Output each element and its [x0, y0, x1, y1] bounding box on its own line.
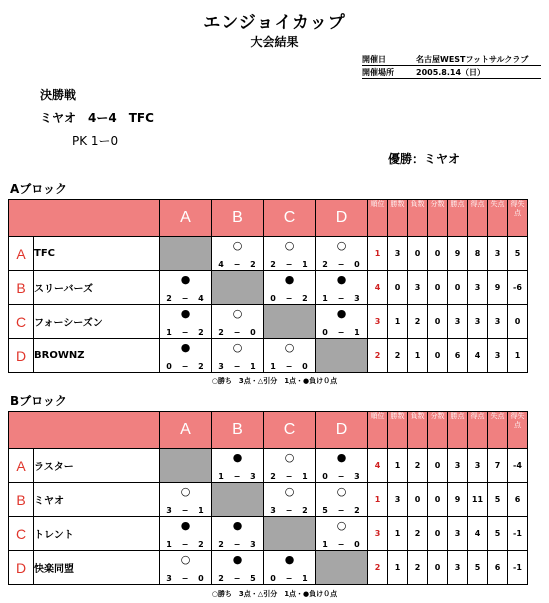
final-pk: PK 1ー0 [72, 134, 119, 148]
block-a-title: Aブロック [10, 182, 68, 196]
win-mark-icon: ○ [180, 553, 191, 566]
self-match-cell [160, 237, 212, 271]
stat-value: 0 [428, 271, 448, 305]
win-mark-icon: ○ [336, 519, 347, 532]
rank-value: 2 [368, 339, 388, 373]
match-cell [160, 551, 212, 585]
block-a-table [8, 199, 528, 373]
stat-value: 1 [408, 339, 428, 373]
match-cell [316, 483, 368, 517]
stat-value: 6 [448, 339, 468, 373]
rank-value: 1 [368, 483, 388, 517]
loss-mark-icon: ● [232, 451, 243, 464]
team-name: ラスター [34, 449, 160, 483]
final-score: ミヤオ 4ー4 TFC [40, 111, 154, 125]
match-cell [316, 271, 368, 305]
match-cell [160, 305, 212, 339]
team-name: ミヤオ [34, 483, 160, 517]
block-b-table [8, 411, 528, 585]
rank-value: 1 [368, 237, 388, 271]
rank-value: 3 [368, 517, 388, 551]
self-match-cell [264, 517, 316, 551]
stat-value: 7 [488, 449, 508, 483]
stat-header: 得点 [468, 200, 488, 237]
column-letter-header: B [212, 412, 264, 449]
page-title: エンジョイカップ [203, 13, 346, 33]
match-score: 1 − 2 [166, 540, 205, 549]
header-row [9, 200, 528, 237]
stat-header: 順位 [368, 200, 388, 237]
stat-header: 分数 [428, 412, 448, 449]
team-name: トレント [34, 517, 160, 551]
stat-value: 0 [428, 517, 448, 551]
stat-value: 3 [448, 551, 468, 585]
stat-header: 勝点 [448, 412, 468, 449]
row-letter: B [9, 483, 34, 517]
match-cell [212, 339, 264, 373]
team-row [9, 339, 528, 373]
stat-value: 3 [488, 237, 508, 271]
match-cell [160, 483, 212, 517]
team-row [9, 483, 528, 517]
stat-value: -1 [508, 517, 528, 551]
stat-value: 5 [488, 517, 508, 551]
stat-value: -4 [508, 449, 528, 483]
loss-mark-icon: ● [284, 273, 295, 286]
team-row [9, 271, 528, 305]
stat-value: 1 [388, 449, 408, 483]
page-subtitle: 大会結果 [250, 35, 299, 49]
row-letter: C [9, 305, 34, 339]
match-cell [160, 517, 212, 551]
match-score: 2 − 5 [218, 574, 257, 583]
stat-value: 0 [388, 271, 408, 305]
match-cell [212, 551, 264, 585]
match-score: 3 − 1 [218, 362, 257, 371]
stat-value: 9 [448, 483, 468, 517]
match-score: 2 − 0 [322, 260, 361, 269]
stat-value: 5 [468, 551, 488, 585]
match-score: 3 − 1 [166, 506, 205, 515]
team-row [9, 449, 528, 483]
match-score: 2 − 4 [166, 294, 205, 303]
match-cell [212, 237, 264, 271]
stat-value: -6 [508, 271, 528, 305]
stat-value: -1 [508, 551, 528, 585]
stat-value: 0 [428, 237, 448, 271]
self-match-cell [212, 271, 264, 305]
info-value: 名古屋WESTフットサルクラブ [412, 54, 541, 66]
stat-value: 9 [448, 237, 468, 271]
loss-mark-icon: ● [180, 341, 191, 354]
match-score: 1 − 3 [322, 294, 361, 303]
rank-value: 4 [368, 271, 388, 305]
column-letter-header: A [160, 412, 212, 449]
team-name: フォーシーズン [34, 305, 160, 339]
info-row-date [362, 54, 541, 66]
stat-value: 0 [428, 305, 448, 339]
stat-value: 1 [388, 305, 408, 339]
self-match-cell [264, 305, 316, 339]
win-mark-icon: ○ [336, 239, 347, 252]
match-cell [264, 551, 316, 585]
match-cell [264, 237, 316, 271]
stat-value: 0 [408, 237, 428, 271]
winner-text: 優勝：ミヤオ [388, 152, 461, 166]
match-cell [212, 517, 264, 551]
stat-header: 順位 [368, 412, 388, 449]
stat-value: 1 [388, 551, 408, 585]
match-cell [264, 271, 316, 305]
final-heading: 決勝戦 [40, 88, 77, 102]
stat-header: 負数 [408, 412, 428, 449]
match-score: 5 − 2 [322, 506, 361, 515]
stat-value: 1 [508, 339, 528, 373]
match-score: 2 − 0 [218, 328, 257, 337]
column-letter-header: D [316, 412, 368, 449]
column-letter-header: B [212, 200, 264, 237]
match-score: 2 − 1 [270, 260, 309, 269]
stat-value: 2 [388, 339, 408, 373]
stat-value: 0 [448, 271, 468, 305]
match-score: 3 − 2 [270, 506, 309, 515]
match-score: 0 − 3 [322, 472, 361, 481]
win-mark-icon: ○ [284, 485, 295, 498]
stat-value: 6 [488, 551, 508, 585]
block-b-title: Bブロック [10, 394, 67, 408]
info-row-venue [362, 67, 541, 79]
stat-value: 2 [408, 449, 428, 483]
stat-value: 9 [488, 271, 508, 305]
row-letter: C [9, 517, 34, 551]
stat-value: 5 [488, 483, 508, 517]
win-mark-icon: ○ [232, 307, 243, 320]
match-cell [316, 449, 368, 483]
stat-value: 4 [468, 517, 488, 551]
stat-value: 3 [468, 305, 488, 339]
match-cell [264, 483, 316, 517]
match-score: 1 − 3 [218, 472, 257, 481]
loss-mark-icon: ● [336, 451, 347, 464]
stat-header: 分数 [428, 200, 448, 237]
stat-value: 0 [408, 483, 428, 517]
stat-value: 5 [508, 237, 528, 271]
win-mark-icon: ○ [232, 341, 243, 354]
row-letter: B [9, 271, 34, 305]
loss-mark-icon: ● [336, 307, 347, 320]
stat-header: 失点 [488, 200, 508, 237]
stat-value: 2 [408, 517, 428, 551]
column-letter-header: C [264, 200, 316, 237]
row-letter: D [9, 551, 34, 585]
info-label: 開催日 [362, 54, 412, 66]
column-letter-header: D [316, 200, 368, 237]
stat-value: 2 [408, 551, 428, 585]
column-letter-header: A [160, 200, 212, 237]
loss-mark-icon: ● [180, 273, 191, 286]
legend-a: ○勝ち 3点・△引分 1点・●負け０点 [211, 377, 338, 385]
stat-value: 1 [388, 517, 408, 551]
team-row [9, 517, 528, 551]
stat-value: 6 [508, 483, 528, 517]
self-match-cell [316, 551, 368, 585]
stat-header: 得失点 [508, 200, 528, 237]
match-cell [160, 339, 212, 373]
stat-header: 得点 [468, 412, 488, 449]
win-mark-icon: ○ [336, 485, 347, 498]
match-score: 0 − 2 [270, 294, 309, 303]
match-cell [212, 305, 264, 339]
match-score: 0 − 1 [270, 574, 309, 583]
win-mark-icon: ○ [180, 485, 191, 498]
info-label: 開催場所 [362, 67, 412, 79]
stat-value: 3 [448, 517, 468, 551]
stat-header: 勝数 [388, 412, 408, 449]
match-cell [316, 305, 368, 339]
loss-mark-icon: ● [232, 553, 243, 566]
rank-value: 3 [368, 305, 388, 339]
stat-value: 2 [408, 305, 428, 339]
stat-value: 4 [468, 339, 488, 373]
loss-mark-icon: ● [180, 519, 191, 532]
win-mark-icon: ○ [284, 341, 295, 354]
team-row [9, 237, 528, 271]
stat-value: 3 [468, 271, 488, 305]
stat-header: 勝数 [388, 200, 408, 237]
loss-mark-icon: ● [232, 519, 243, 532]
stat-value: 0 [428, 449, 448, 483]
stat-header: 失点 [488, 412, 508, 449]
match-score: 2 − 1 [270, 472, 309, 481]
match-score: 1 − 2 [166, 328, 205, 337]
stat-value: 3 [448, 305, 468, 339]
header-row [9, 412, 528, 449]
stat-value: 3 [488, 305, 508, 339]
row-letter: D [9, 339, 34, 373]
rank-value: 2 [368, 551, 388, 585]
stat-header: 得失点 [508, 412, 528, 449]
win-mark-icon: ○ [284, 239, 295, 252]
column-letter-header: C [264, 412, 316, 449]
row-letter: A [9, 449, 34, 483]
stat-value: 3 [468, 449, 488, 483]
row-letter: A [9, 237, 34, 271]
self-match-cell [212, 483, 264, 517]
stat-value: 0 [428, 483, 448, 517]
match-cell [212, 449, 264, 483]
win-mark-icon: ○ [284, 451, 295, 464]
match-score: 4 − 2 [218, 260, 257, 269]
team-row [9, 551, 528, 585]
match-cell [264, 339, 316, 373]
match-score: 0 − 1 [322, 328, 361, 337]
team-name: スリーバーズ [34, 271, 160, 305]
match-score: 3 − 0 [166, 574, 205, 583]
match-cell [316, 517, 368, 551]
stat-value: 0 [428, 339, 448, 373]
team-name: BROWNZ [34, 339, 160, 373]
stat-value: 11 [468, 483, 488, 517]
match-score: 1 − 0 [270, 362, 309, 371]
loss-mark-icon: ● [180, 307, 191, 320]
match-cell [316, 237, 368, 271]
self-match-cell [160, 449, 212, 483]
stat-value: 0 [428, 551, 448, 585]
stat-value: 3 [448, 449, 468, 483]
team-row [9, 305, 528, 339]
rank-value: 4 [368, 449, 388, 483]
stat-value: 3 [408, 271, 428, 305]
stat-value: 0 [508, 305, 528, 339]
match-score: 1 − 0 [322, 540, 361, 549]
stat-header: 勝点 [448, 200, 468, 237]
stat-value: 3 [388, 237, 408, 271]
team-name: 快楽同盟 [34, 551, 160, 585]
self-match-cell [316, 339, 368, 373]
loss-mark-icon: ● [336, 273, 347, 286]
win-mark-icon: ○ [232, 239, 243, 252]
stat-header: 負数 [408, 200, 428, 237]
stat-value: 3 [488, 339, 508, 373]
team-header-cell [9, 200, 160, 237]
match-cell [160, 271, 212, 305]
match-score: 0 − 2 [166, 362, 205, 371]
loss-mark-icon: ● [284, 553, 295, 566]
match-score: 2 − 3 [218, 540, 257, 549]
team-name: TFC [34, 237, 160, 271]
info-value: 2005.8.14（日） [412, 67, 541, 79]
team-header-cell [9, 412, 160, 449]
match-cell [264, 449, 316, 483]
legend-b: ○勝ち 3点・△引分 1点・●負け０点 [211, 590, 338, 598]
stat-value: 3 [388, 483, 408, 517]
stat-value: 8 [468, 237, 488, 271]
